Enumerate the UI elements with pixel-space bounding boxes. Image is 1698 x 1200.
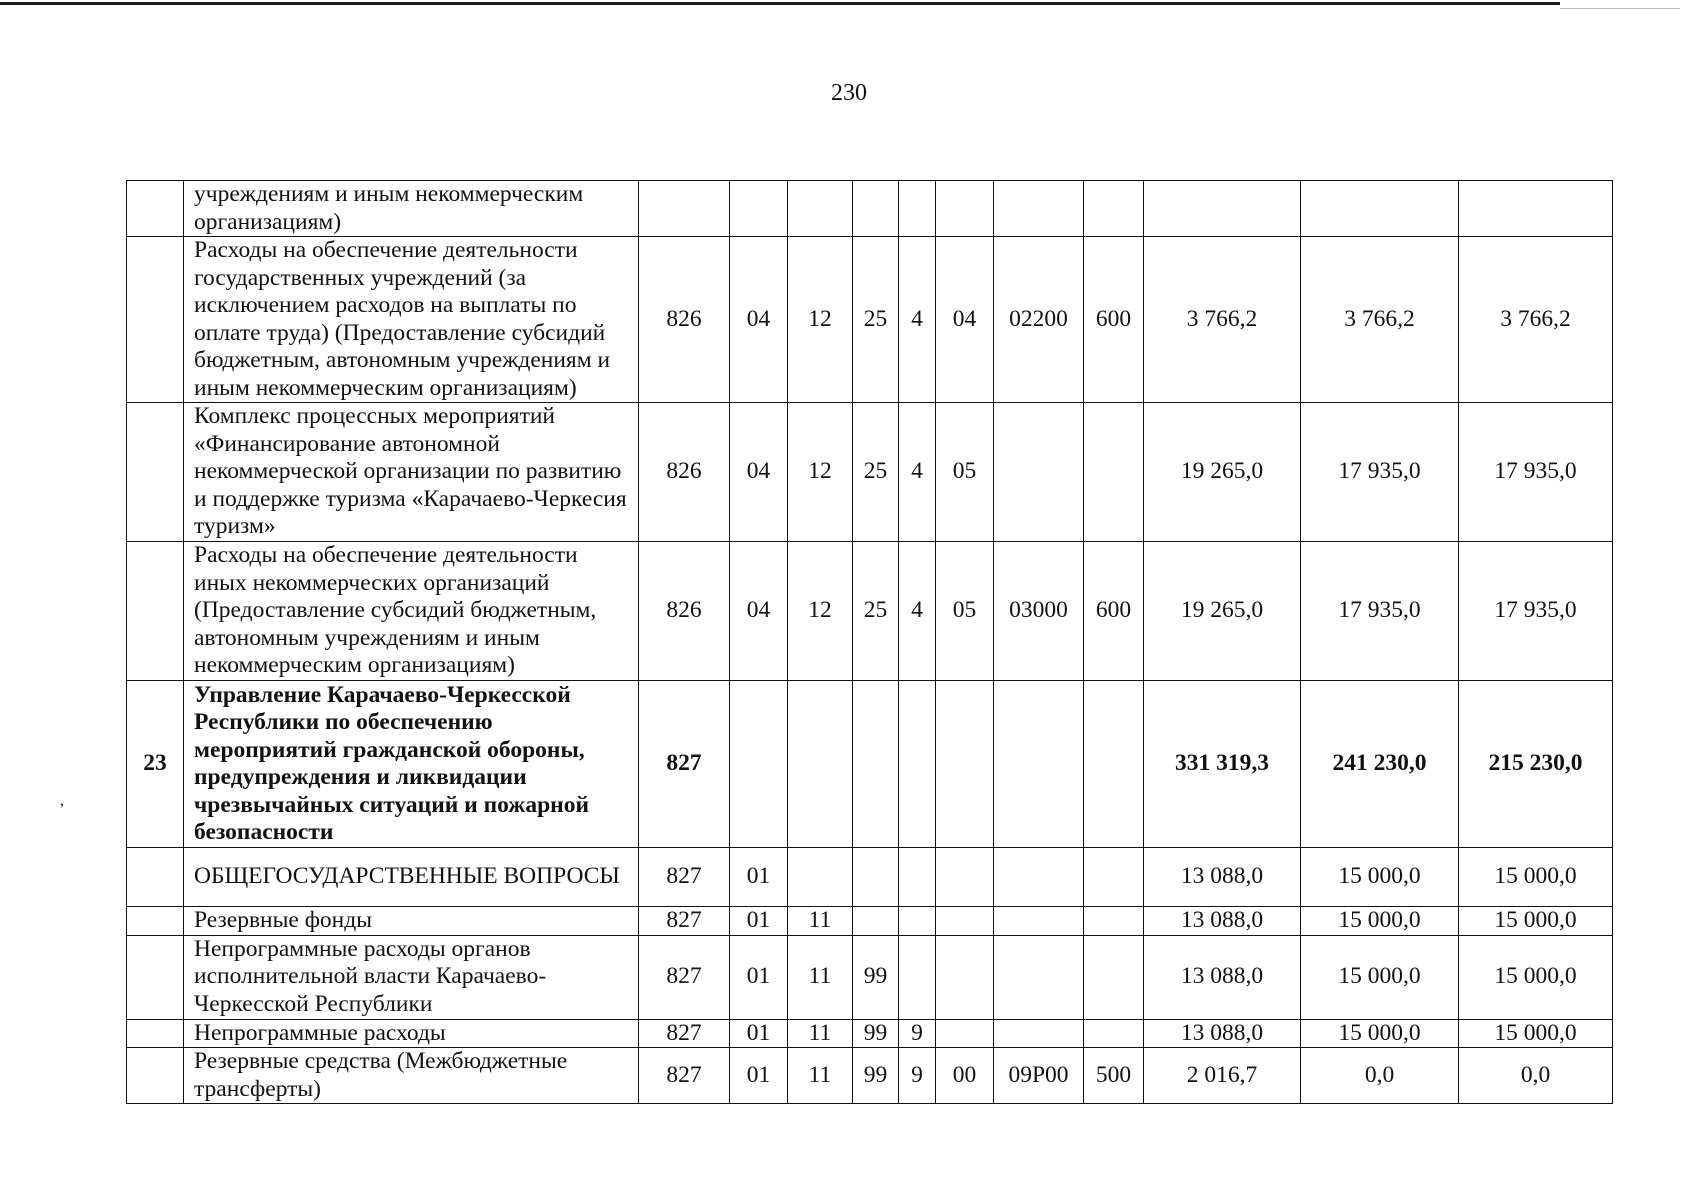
section-cell: 01 — [730, 935, 788, 1019]
direction-code-cell — [994, 181, 1084, 237]
measure-code-cell — [936, 907, 994, 936]
amount-year3-cell: 17 935,0 — [1459, 542, 1613, 681]
expense-type-cell — [1084, 935, 1144, 1019]
subprogram-code-cell: 4 — [899, 542, 936, 681]
direction-code-cell: 03000 — [994, 542, 1084, 681]
expense-type-cell — [1084, 848, 1144, 907]
row-number-cell — [127, 181, 184, 237]
direction-code-cell — [994, 848, 1084, 907]
measure-code-cell — [936, 681, 994, 848]
amount-year2-cell: 17 935,0 — [1301, 403, 1459, 542]
grbs-cell: 826 — [639, 542, 730, 681]
table-body — [127, 181, 1613, 1104]
table-row — [127, 848, 1613, 907]
measure-code-cell: 05 — [936, 403, 994, 542]
table-row — [127, 907, 1613, 936]
amount-year1-cell — [1144, 181, 1301, 237]
subprogram-code-cell: 4 — [899, 403, 936, 542]
table-row — [127, 681, 1613, 848]
amount-year1-cell: 13 088,0 — [1144, 1019, 1301, 1048]
amount-year2-cell: 15 000,0 — [1301, 907, 1459, 936]
measure-code-cell — [936, 848, 994, 907]
subsection-cell: 11 — [788, 1048, 853, 1104]
subsection-cell — [788, 848, 853, 907]
grbs-cell — [639, 181, 730, 237]
amount-year3-cell: 15 000,0 — [1459, 907, 1613, 936]
row-number-cell — [127, 542, 184, 681]
direction-code-cell — [994, 403, 1084, 542]
grbs-cell: 827 — [639, 848, 730, 907]
subsection-cell — [788, 681, 853, 848]
margin-mark: , — [60, 792, 64, 809]
amount-year2-cell: 0,0 — [1301, 1048, 1459, 1104]
program-code-cell: 25 — [853, 403, 899, 542]
subsection-cell: 12 — [788, 237, 853, 403]
item-name-cell: Резервные средства (Межбюджетные трансферты) — [184, 1048, 639, 1104]
row-number-cell — [127, 935, 184, 1019]
grbs-cell: 826 — [639, 403, 730, 542]
expense-type-cell — [1084, 181, 1144, 237]
direction-code-cell: 09Р00 — [994, 1048, 1084, 1104]
item-name-cell: Непрограммные расходы — [184, 1019, 639, 1048]
program-code-cell: 99 — [853, 1048, 899, 1104]
expense-type-cell: 500 — [1084, 1048, 1144, 1104]
budget-table — [126, 180, 1613, 1104]
amount-year2-cell: 241 230,0 — [1301, 681, 1459, 848]
measure-code-cell: 04 — [936, 237, 994, 403]
section-cell — [730, 681, 788, 848]
amount-year3-cell: 15 000,0 — [1459, 848, 1613, 907]
amount-year2-cell — [1301, 181, 1459, 237]
direction-code-cell — [994, 907, 1084, 936]
subprogram-code-cell: 9 — [899, 1048, 936, 1104]
subsection-cell: 11 — [788, 907, 853, 936]
amount-year3-cell: 215 230,0 — [1459, 681, 1613, 848]
expense-type-cell — [1084, 403, 1144, 542]
subsection-cell: 11 — [788, 1019, 853, 1048]
program-code-cell: 99 — [853, 935, 899, 1019]
amount-year2-cell: 15 000,0 — [1301, 935, 1459, 1019]
expense-type-cell: 600 — [1084, 542, 1144, 681]
direction-code-cell — [994, 681, 1084, 848]
amount-year3-cell: 15 000,0 — [1459, 935, 1613, 1019]
amount-year1-cell: 19 265,0 — [1144, 403, 1301, 542]
expense-type-cell: 600 — [1084, 237, 1144, 403]
expense-type-cell — [1084, 681, 1144, 848]
item-name-cell: Непрограммные расходы органов исполнительной власти Карачаево-Черкесской Республики — [184, 935, 639, 1019]
direction-code-cell — [994, 1019, 1084, 1048]
section-cell: 01 — [730, 1019, 788, 1048]
item-name-cell: учреждениям и иным некоммерческим организациям) — [184, 181, 639, 237]
section-cell: 04 — [730, 237, 788, 403]
grbs-cell: 827 — [639, 1048, 730, 1104]
amount-year1-cell: 13 088,0 — [1144, 935, 1301, 1019]
table-row — [127, 1048, 1613, 1104]
amount-year1-cell: 13 088,0 — [1144, 907, 1301, 936]
amount-year1-cell: 19 265,0 — [1144, 542, 1301, 681]
row-number-cell — [127, 237, 184, 403]
section-cell: 01 — [730, 1048, 788, 1104]
program-code-cell: 99 — [853, 1019, 899, 1048]
measure-code-cell — [936, 935, 994, 1019]
subprogram-code-cell — [899, 907, 936, 936]
section-cell: 04 — [730, 542, 788, 681]
subprogram-code-cell — [899, 681, 936, 848]
section-cell: 04 — [730, 403, 788, 542]
subprogram-code-cell: 9 — [899, 1019, 936, 1048]
section-cell: 01 — [730, 848, 788, 907]
amount-year1-cell: 2 016,7 — [1144, 1048, 1301, 1104]
table-row — [127, 181, 1613, 237]
row-number-cell — [127, 403, 184, 542]
row-number-cell — [127, 848, 184, 907]
row-number-cell — [127, 1019, 184, 1048]
measure-code-cell — [936, 181, 994, 237]
table-row — [127, 237, 1613, 403]
subprogram-code-cell — [899, 935, 936, 1019]
direction-code-cell — [994, 935, 1084, 1019]
amount-year3-cell: 3 766,2 — [1459, 237, 1613, 403]
top-border-line — [0, 2, 1560, 5]
expense-type-cell — [1084, 1019, 1144, 1048]
grbs-cell: 827 — [639, 935, 730, 1019]
amount-year2-cell: 3 766,2 — [1301, 237, 1459, 403]
item-name-cell: Расходы на обеспечение деятельности иных некоммерческих организаций (Предоставление субсидий бюджетным, автономным учреждениям и иным некоммерческим организациям) — [184, 542, 639, 681]
grbs-cell: 827 — [639, 907, 730, 936]
amount-year3-cell: 0,0 — [1459, 1048, 1613, 1104]
amount-year1-cell: 3 766,2 — [1144, 237, 1301, 403]
measure-code-cell: 00 — [936, 1048, 994, 1104]
subprogram-code-cell: 4 — [899, 237, 936, 403]
grbs-cell: 827 — [639, 1019, 730, 1048]
direction-code-cell: 02200 — [994, 237, 1084, 403]
subprogram-code-cell — [899, 181, 936, 237]
subsection-cell: 11 — [788, 935, 853, 1019]
item-name-cell: ОБЩЕГОСУДАРСТВЕННЫЕ ВОПРОСЫ — [184, 848, 639, 907]
section-cell — [730, 181, 788, 237]
section-cell: 01 — [730, 907, 788, 936]
row-number-cell — [127, 907, 184, 936]
amount-year2-cell: 15 000,0 — [1301, 1019, 1459, 1048]
row-number-cell — [127, 1048, 184, 1104]
item-name-cell: Управление Карачаево-Черкесской Республики по обеспечению мероприятий гражданской обороны, предупреждения и ликвидации чрезвычайных ситуаций и пожарной безопасности — [184, 681, 639, 848]
program-code-cell — [853, 181, 899, 237]
program-code-cell: 25 — [853, 542, 899, 681]
subsection-cell — [788, 181, 853, 237]
item-name-cell: Расходы на обеспечение деятельности государственных учреждений (за исключением расходов на выплаты по оплате труда) (Предоставление субсидий бюджетным, автономным учреждениям и иным некоммерческим организациям) — [184, 237, 639, 403]
amount-year1-cell: 331 319,3 — [1144, 681, 1301, 848]
program-code-cell — [853, 681, 899, 848]
measure-code-cell: 05 — [936, 542, 994, 681]
table-row — [127, 935, 1613, 1019]
subsection-cell: 12 — [788, 403, 853, 542]
amount-year1-cell: 13 088,0 — [1144, 848, 1301, 907]
amount-year2-cell: 15 000,0 — [1301, 848, 1459, 907]
subprogram-code-cell — [899, 848, 936, 907]
item-name-cell: Комплекс процессных мероприятий «Финансирование автономной некоммерческой организации по развитию и поддержке туризма «Карачаево-Черкесия туризм» — [184, 403, 639, 542]
page-number: 230 — [831, 80, 867, 106]
top-border-line-faint — [1560, 8, 1680, 9]
measure-code-cell — [936, 1019, 994, 1048]
amount-year2-cell: 17 935,0 — [1301, 542, 1459, 681]
program-code-cell — [853, 848, 899, 907]
table-row — [127, 542, 1613, 681]
amount-year3-cell: 17 935,0 — [1459, 403, 1613, 542]
amount-year3-cell: 15 000,0 — [1459, 1019, 1613, 1048]
table-row — [127, 403, 1613, 542]
row-number-cell: 23 — [127, 681, 184, 848]
grbs-cell: 826 — [639, 237, 730, 403]
item-name-cell: Резервные фонды — [184, 907, 639, 936]
grbs-cell: 827 — [639, 681, 730, 848]
program-code-cell — [853, 907, 899, 936]
expense-type-cell — [1084, 907, 1144, 936]
subsection-cell: 12 — [788, 542, 853, 681]
amount-year3-cell — [1459, 181, 1613, 237]
program-code-cell: 25 — [853, 237, 899, 403]
table-row — [127, 1019, 1613, 1048]
